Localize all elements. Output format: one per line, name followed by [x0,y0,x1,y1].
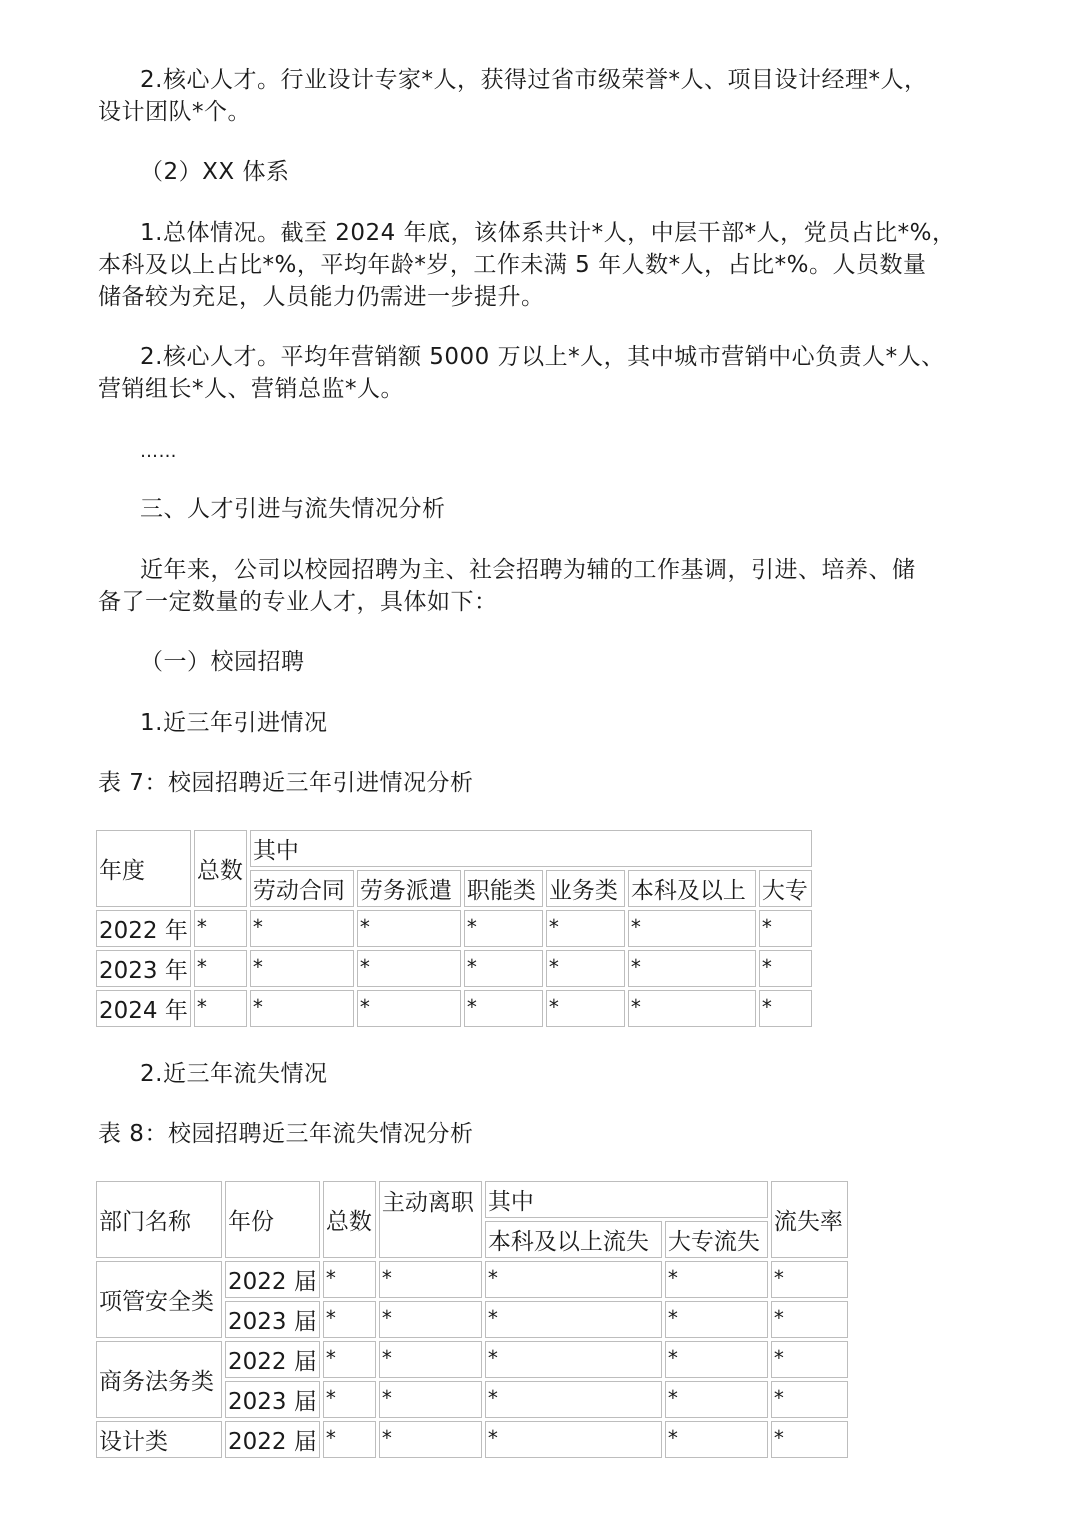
table-cell: * [323,1381,376,1418]
table-cell: * [628,910,756,947]
table-cell: * [323,1421,376,1458]
table-cell: * [250,950,354,987]
table8-header-total: 总数 [323,1181,376,1258]
table-cell: * [464,950,543,987]
table-row [96,910,812,947]
table-cell: * [771,1301,848,1338]
table-cell: * [546,990,625,1027]
table-cell: * [628,950,756,987]
table7-year-cell: 2022 年 [96,910,191,947]
table-cell: * [485,1301,662,1338]
table-cell: * [628,990,756,1027]
table-cell: * [250,990,354,1027]
table7-header-college: 大专 [759,870,812,907]
table-cell: * [759,950,812,987]
table-cell: * [485,1421,662,1458]
table7-header-bachelor-plus: 本科及以上 [628,870,756,907]
paragraph-overall-line3: 储备较为充足，人员能力仍需进一步提升。 [98,284,545,310]
table8-header-college-loss: 大专流失 [665,1221,768,1258]
table8-header-dept: 部门名称 [96,1181,222,1258]
table-cell: * [485,1381,662,1418]
table-cell: * [379,1301,482,1338]
table-cell: * [323,1301,376,1338]
table-cell: * [665,1381,768,1418]
subheading-recent-intake: 1.近三年引进情况 [140,710,328,736]
table-cell: * [250,910,354,947]
table8-header-loss-rate: 流失率 [771,1181,848,1258]
table-cell: * [546,950,625,987]
table7-header-functional: 职能类 [464,870,543,907]
table8-dept-cell: 设计类 [96,1421,222,1458]
paragraph-recruitment-line1: 近年来，公司以校园招聘为主、社会招聘为辅的工作基调，引进、培养、储 [140,557,916,583]
table8-header-voluntary: 主动离职 [379,1181,482,1258]
table7-caption: 表 7：校园招聘近三年引进情况分析 [98,770,474,796]
table-cell: * [194,990,247,1027]
paragraph-core-sales-line1: 2.核心人才。平均年营销额 5000 万以上*人，其中城市营销中心负责人*人、 [140,344,945,370]
paragraph-core-talent-line1: 2.核心人才。行业设计专家*人，获得过省市级荣誉*人、项目设计经理*人， [140,67,928,93]
subheading-campus-recruitment: （一）校园招聘 [140,649,305,675]
table8-year-cell: 2022 届 [225,1421,320,1458]
table8-year-cell: 2023 届 [225,1301,320,1338]
table-cell: * [771,1261,848,1298]
table-cell: * [759,910,812,947]
table-cell: * [665,1261,768,1298]
table-cell: * [323,1341,376,1378]
table-cell: * [379,1341,482,1378]
table-cell: * [357,990,461,1027]
table-cell: * [771,1421,848,1458]
table-cell: * [759,990,812,1027]
table-cell: * [323,1261,376,1298]
table-cell: * [485,1261,662,1298]
table8-dept-cell: 商务法务类 [96,1341,222,1418]
table-cell: * [379,1421,482,1458]
table-cell: * [194,950,247,987]
table8-year-cell: 2022 届 [225,1261,320,1298]
table-cell: * [546,910,625,947]
table8-year-cell: 2023 届 [225,1381,320,1418]
table-attrition-analysis [93,1178,851,1461]
table-cell: * [379,1381,482,1418]
section-heading-talent-analysis: 三、人才引进与流失情况分析 [140,496,446,522]
table8-dept-cell: 项管安全类 [96,1261,222,1338]
table7-header-business: 业务类 [546,870,625,907]
table7-header-year: 年度 [96,830,191,907]
table8-header-of-which: 其中 [485,1181,768,1218]
table7-header-dispatch: 劳务派遣 [357,870,461,907]
table-cell: * [357,910,461,947]
table-row [96,950,812,987]
paragraph-core-sales-line2: 营销组长*人、营销总监*人。 [98,376,404,402]
table-cell: * [665,1341,768,1378]
table8-header-bachelor-loss: 本科及以上流失 [485,1221,662,1258]
paragraph-overall-line1: 1.总体情况。截至 2024 年底，该体系共计*人，中层干部*人，党员占比*%， [140,220,956,246]
table-cell: * [771,1381,848,1418]
table-cell: * [379,1261,482,1298]
ellipsis: …… [140,441,177,462]
table-cell: * [464,990,543,1027]
table8-header-year: 年份 [225,1181,320,1258]
table-row [96,1341,848,1378]
table-row [96,1421,848,1458]
table-cell: * [665,1421,768,1458]
table7-header-total: 总数 [194,830,247,907]
paragraph-core-talent-line2: 设计团队*个。 [98,99,251,125]
paragraph-overall-line2: 本科及以上占比*%，平均年龄*岁，工作未满 5 年人数*人，占比*%。人员数量 [98,252,927,278]
table7-year-cell: 2023 年 [96,950,191,987]
table-cell: * [194,910,247,947]
table7-header-of-which: 其中 [250,830,812,867]
table-cell: * [464,910,543,947]
paragraph-recruitment-line2: 备了一定数量的专业人才，具体如下： [98,589,498,615]
table7-header-labor-contract: 劳动合同 [250,870,354,907]
table-row [96,1261,848,1298]
table8-year-cell: 2022 届 [225,1341,320,1378]
table-row [96,990,812,1027]
subheading-recent-attrition: 2.近三年流失情况 [140,1061,328,1087]
table8-caption: 表 8：校园招聘近三年流失情况分析 [98,1121,474,1147]
table-cell: * [357,950,461,987]
table-cell: * [665,1301,768,1338]
heading-xx-system: （2）XX 体系 [140,159,290,185]
table-cell: * [771,1341,848,1378]
table-intake-analysis [93,827,815,1030]
table7-year-cell: 2024 年 [96,990,191,1027]
table-cell: * [485,1341,662,1378]
